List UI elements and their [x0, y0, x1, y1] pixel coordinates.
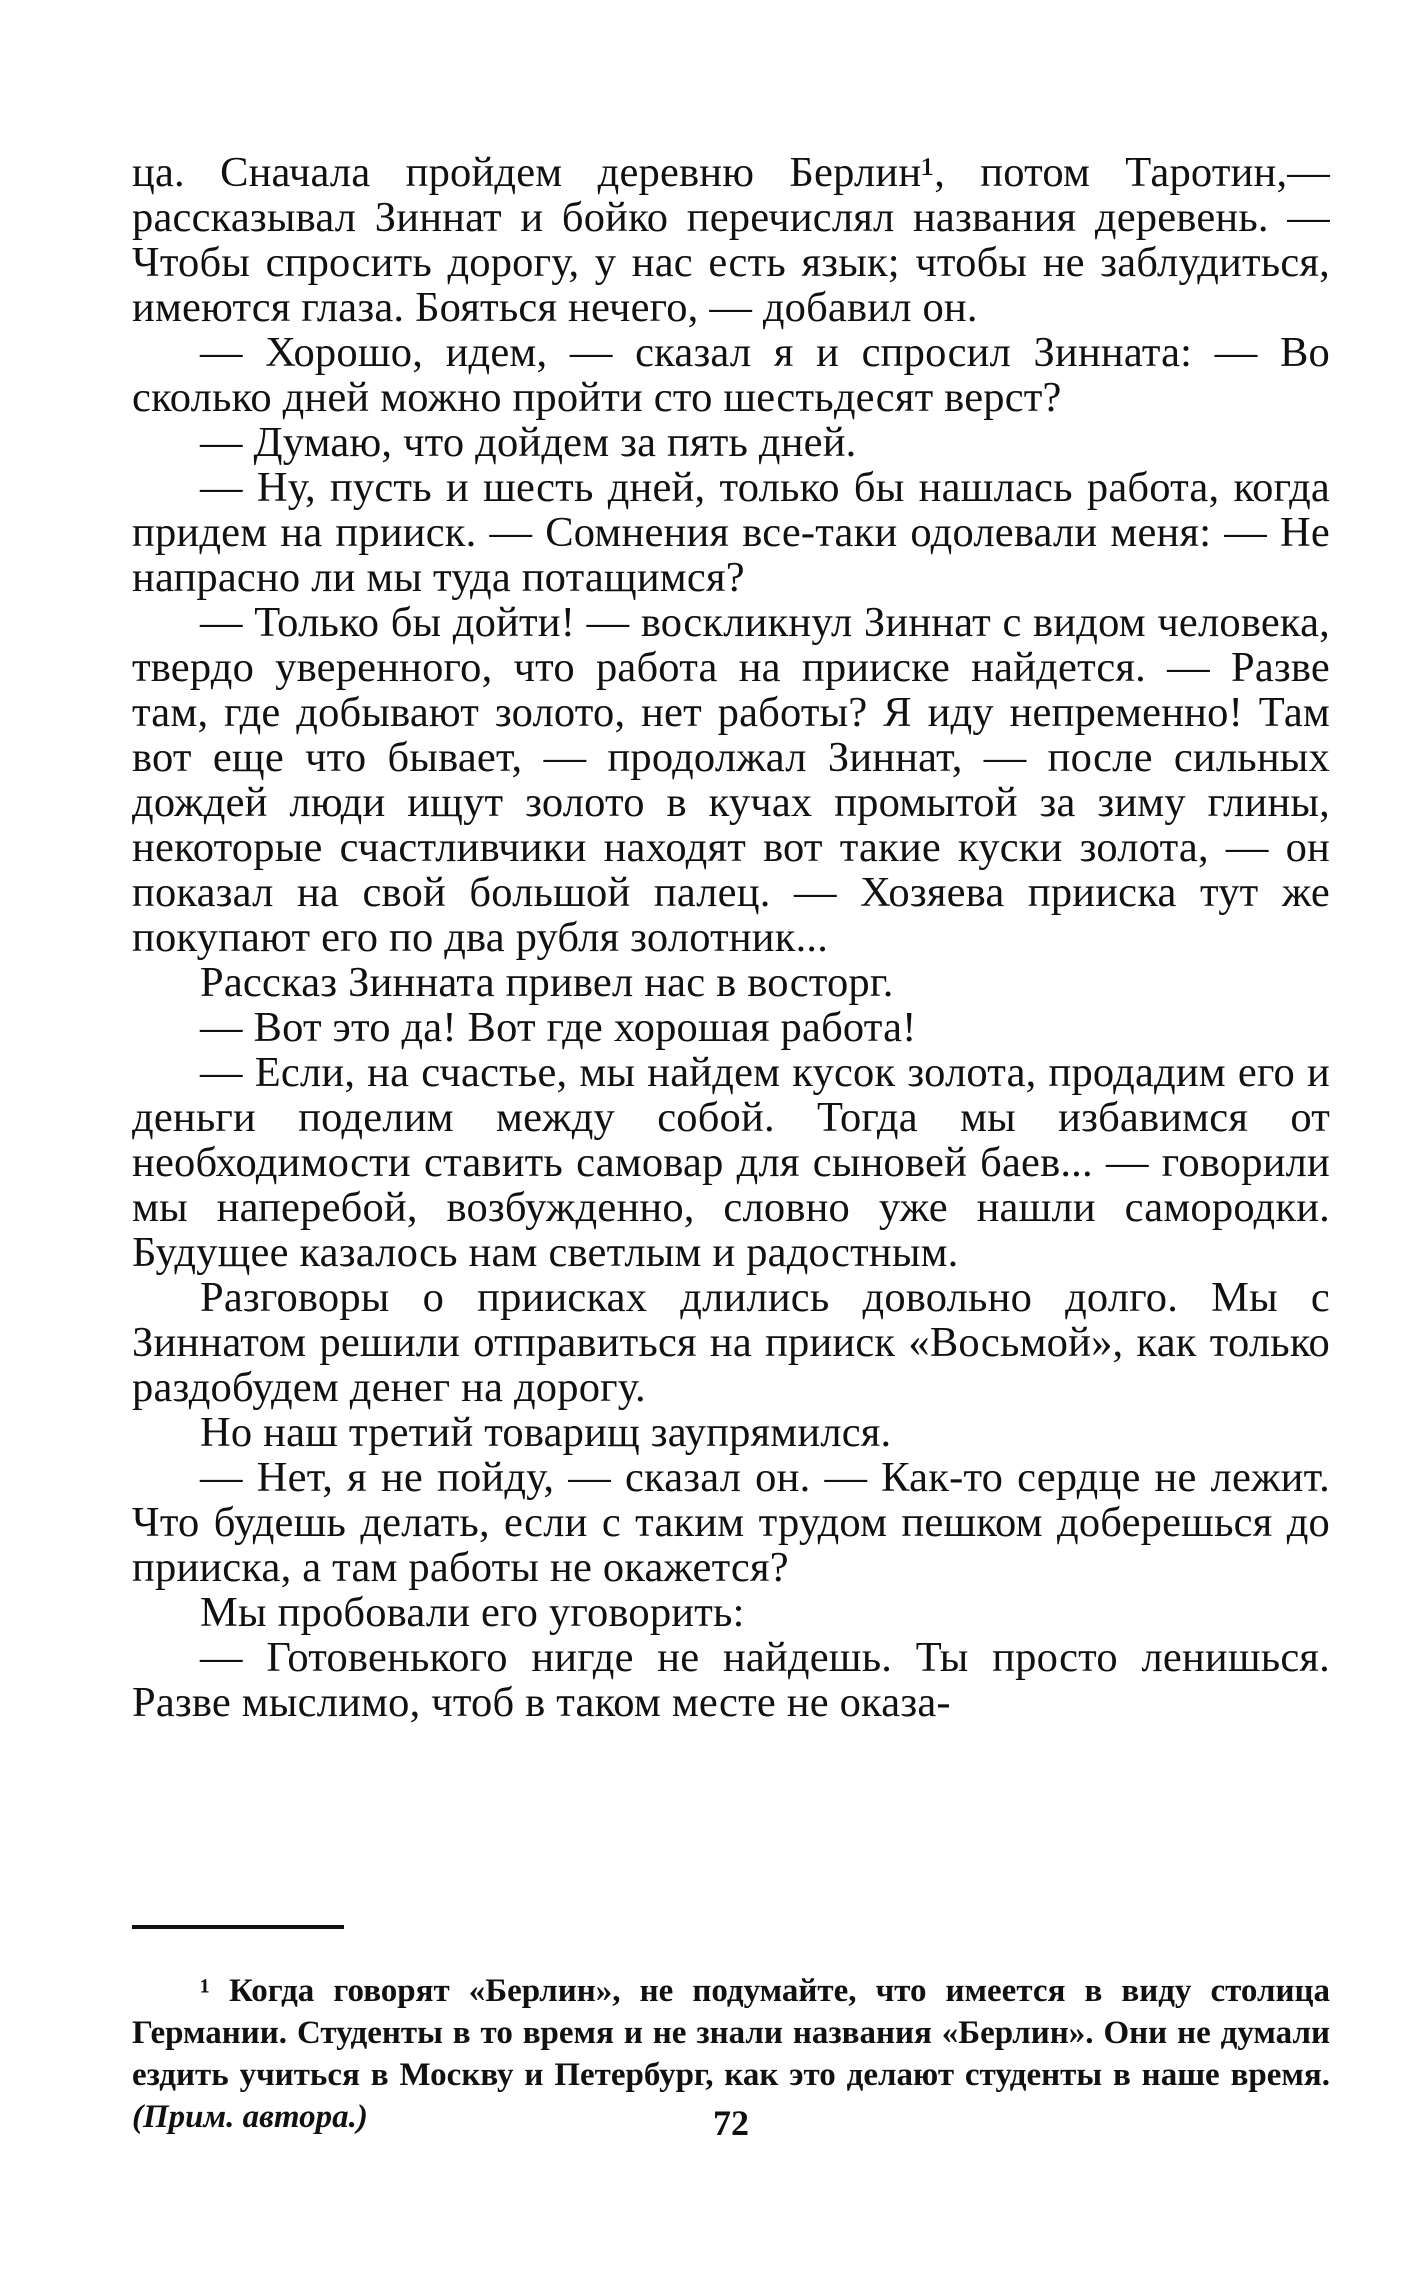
footnote-marker: ¹	[200, 1973, 210, 2009]
paragraph: — Вот это да! Вот где хорошая работа!	[200, 1004, 917, 1051]
footnote-divider	[132, 1925, 344, 1929]
paragraph: — Ну, пусть и шесть дней, только бы нашлась работа, когда придем на прииск. — Сомнения все-таки одолевали меня: — Не напрасно ли мы туда потащимся?	[132, 464, 1330, 601]
paragraph: — Только бы дойти! — воскликнул Зиннат с видом человека, твердо уверенного, что работа на прииске найдется. — Разве там, где добывают золото, нет работы? Я иду непременно! Там вот еще что бывает, — продолжал Зиннат, — после сильных дождей люди ищут золото в кучах промытой за зиму глины, некоторые счастливчики находят вот такие куски золота, — он показал на свой большой палец. — Хозяева прииска тут же покупают его по два рубля золотник...	[132, 599, 1330, 961]
paragraph: Рассказ Зинната привел нас в восторг.	[200, 959, 894, 1006]
main-text	[132, 150, 1330, 1725]
footnote-text: Когда говорят «Берлин», не подумайте, что имеется в виду столица Германии. Студенты в то время и не знали названия «Берлин». Они не думали ездить учиться в Москву и Петербург, как это делают студенты в наше время.	[132, 1973, 1330, 2093]
paragraph: — Если, на счастье, мы найдем кусок золота, продадим его и деньги поделим между собой. Тогда мы избавимся от необходимости ставить самовар для сыновей баев... — говорили мы наперебой, возбужденно, словно уже нашли самородки. Будущее казалось нам светлым и радостным.	[132, 1049, 1330, 1276]
paragraph: — Нет, я не пойду, — сказал он. — Как-то сердце не лежит. Что будешь делать, если с таким трудом пешком доберешься до прииска, а там работы не окажется?	[132, 1454, 1330, 1591]
footnote-author-note: (Прим. автора.)	[132, 2099, 368, 2135]
paragraph: — Думаю, что дойдем за пять дней.	[200, 419, 857, 466]
paragraph: Мы пробовали его уговорить:	[200, 1589, 745, 1636]
paragraph: Но наш третий товарищ заупрямился.	[200, 1409, 892, 1456]
paragraph: — Готовенького нигде не найдешь. Ты просто ленишься. Разве мыслимо, чтоб в таком месте не оказа-	[132, 1634, 1330, 1726]
book-page	[132, 149, 1330, 2143]
paragraph: Разговоры о приисках длились довольно долго. Мы с Зиннатом решили отправиться на прииск «Восьмой», как только раздобудем денег на дорогу.	[132, 1274, 1330, 1411]
paragraph: — Хорошо, идем, — сказал я и спросил Зинната: — Во сколько дней можно пройти сто шестьдесят верст?	[132, 329, 1330, 421]
page-number: 72	[713, 2103, 749, 2143]
paragraph: ца. Сначала пройдем деревню Берлин¹, потом Таротин,— рассказывал Зиннат и бойко перечислял названия деревень. — Чтобы спросить дорогу, у нас есть язык; чтобы не заблудиться, имеются глаза. Бояться нечего, — добавил он.	[132, 149, 1330, 331]
